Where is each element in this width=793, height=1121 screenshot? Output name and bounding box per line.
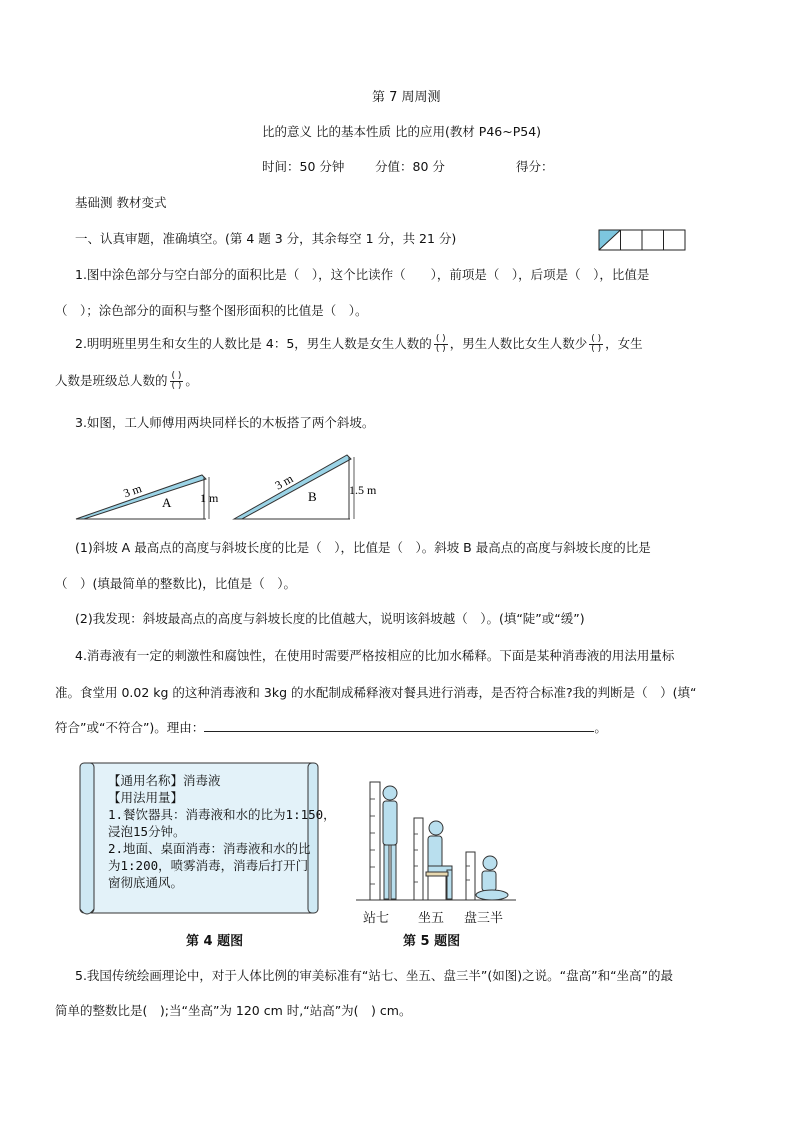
q2-line1 (75, 334, 643, 354)
q5-line1: 5.我国传统绘画理论中，对于人体比例的审美标准有“站七、坐五、盘三半”(如图)之说。“盘高”和“坐高”的最 (75, 968, 674, 983)
ramp-a (76, 475, 206, 519)
label-cross-three-half: 盘三半 (464, 911, 504, 926)
q3-part2: (2)我发现：斜坡最高点的高度与斜坡长度的比值越大，说明该斜坡越（ ）。(填“陡”或“缓”) (75, 611, 585, 626)
ramp-figure (70, 447, 400, 527)
ramp-b-label: B (308, 489, 317, 504)
q4-line3 (55, 718, 607, 736)
ramp-b-height: 1.5 m (349, 483, 377, 497)
ramp-a-height: 1 m (200, 491, 219, 505)
q1-figure (598, 229, 688, 251)
q3-part1-line1: (1)斜坡 A 最高点的高度与斜坡长度的比是（ ），比值是（ ）。斜坡 B 最高点的高度与斜坡长度的比是 (75, 540, 651, 555)
section-title: 基础测 教材变式 (75, 195, 167, 210)
q2-text-d: 人数是班级总人数的 (55, 373, 168, 388)
ramp-a-length: 3 m (121, 481, 144, 501)
page-subtitle: 比的意义 比的基本性质 比的应用(教材 P46~P54) (262, 124, 542, 139)
q2-text-c: ，女生 (605, 336, 643, 351)
label-stand-seven: 站七 (363, 911, 390, 926)
q4-figure-caption: 第 4 题图 (186, 934, 244, 949)
panel-line: 【用法用量】 (108, 790, 184, 805)
panel-line: 窗彻底通风。 (108, 875, 184, 890)
panel-line: 【通用名称】消毒液 (108, 773, 221, 788)
part-one-title: 一、认真审题，准确填空。(第 4 题 3 分，其余每空 1 分，共 21 分) (75, 231, 457, 246)
q2-line2 (55, 371, 198, 391)
q4-line1: 4.消毒液有一定的刺激性和腐蚀性，在使用时需要严格按相应的比加水稀释。下面是某种消毒液的用法用量标 (75, 648, 675, 663)
q2-text-a: 2.明明班里男生和女生的人数比是 4：5，男生人数是女生人数的 (75, 336, 432, 351)
panel-line: 2.地面、桌面消毒：消毒液和水的比 (108, 841, 311, 856)
panel-line: 为1:200，喷雾消毒，消毒后打开门 (108, 858, 309, 873)
q1-line1: 1.图中涂色部分与空白部分的面积比是（ ），这个比读作（ ），前项是（ ），后项是（ ），比值是 (75, 267, 650, 282)
panel-line: 浸泡15分钟。 (108, 824, 186, 839)
q5-figure-caption: 第 5 题图 (403, 934, 461, 949)
q4-line3-end: 。 (594, 720, 607, 735)
standing-person-head (383, 786, 397, 800)
body-proportion-figure (356, 780, 516, 912)
page-title: 第 7 周周测 (372, 90, 441, 105)
score-total-label: 分值：80 分 (375, 159, 445, 174)
ramp-a-label: A (162, 495, 172, 510)
q4-reason-blank[interactable] (204, 718, 594, 732)
q2-text-end: 。 (185, 373, 198, 388)
ramp-b (234, 455, 351, 519)
q3-part1-line2: （ ）(填最简单的整数比)，比值是（ ）。 (55, 576, 297, 591)
cross-legged-person-head (483, 856, 497, 870)
q4-reason-label: 符合”或“不符合”)。理由： (55, 720, 205, 735)
panel-line: 1.餐饮器具：消毒液和水的比为1:150， (108, 807, 336, 822)
q3-intro: 3.如图，工人师傅用两块同样长的木板搭了两个斜坡。 (75, 415, 375, 430)
q1-line2: （ ）；涂色部分的面积与整个图形面积的比值是（ ）。 (55, 303, 368, 318)
label-sit-five: 坐五 (418, 911, 445, 926)
q2-fraction-3: $\frac{( )}{( )}$ (171, 371, 182, 391)
q4-line2: 准。食堂用 0.02 kg 的这种消毒液和 3kg 的水配制成稀释液对餐具进行消毒，是否符合标准?我的判断是（ ）(填“ (55, 685, 697, 700)
q5-line2: 简单的整数比是( );当“坐高”为 120 cm 时,“站高”为( ) cm。 (55, 1003, 412, 1018)
time-label: 时间：50 分钟 (262, 159, 345, 174)
score-get-label: 得分： (516, 159, 554, 174)
ramp-b-length: 3 m (272, 471, 296, 493)
disinfectant-label-text (108, 772, 336, 891)
q2-text-b: ，男生人数比女生人数少 (449, 336, 588, 351)
sitting-person-head (429, 821, 443, 835)
q2-fraction-2: $\frac{( )}{( )}$ (591, 334, 602, 354)
q2-fraction-1: $\frac{( )}{( )}$ (435, 334, 446, 354)
